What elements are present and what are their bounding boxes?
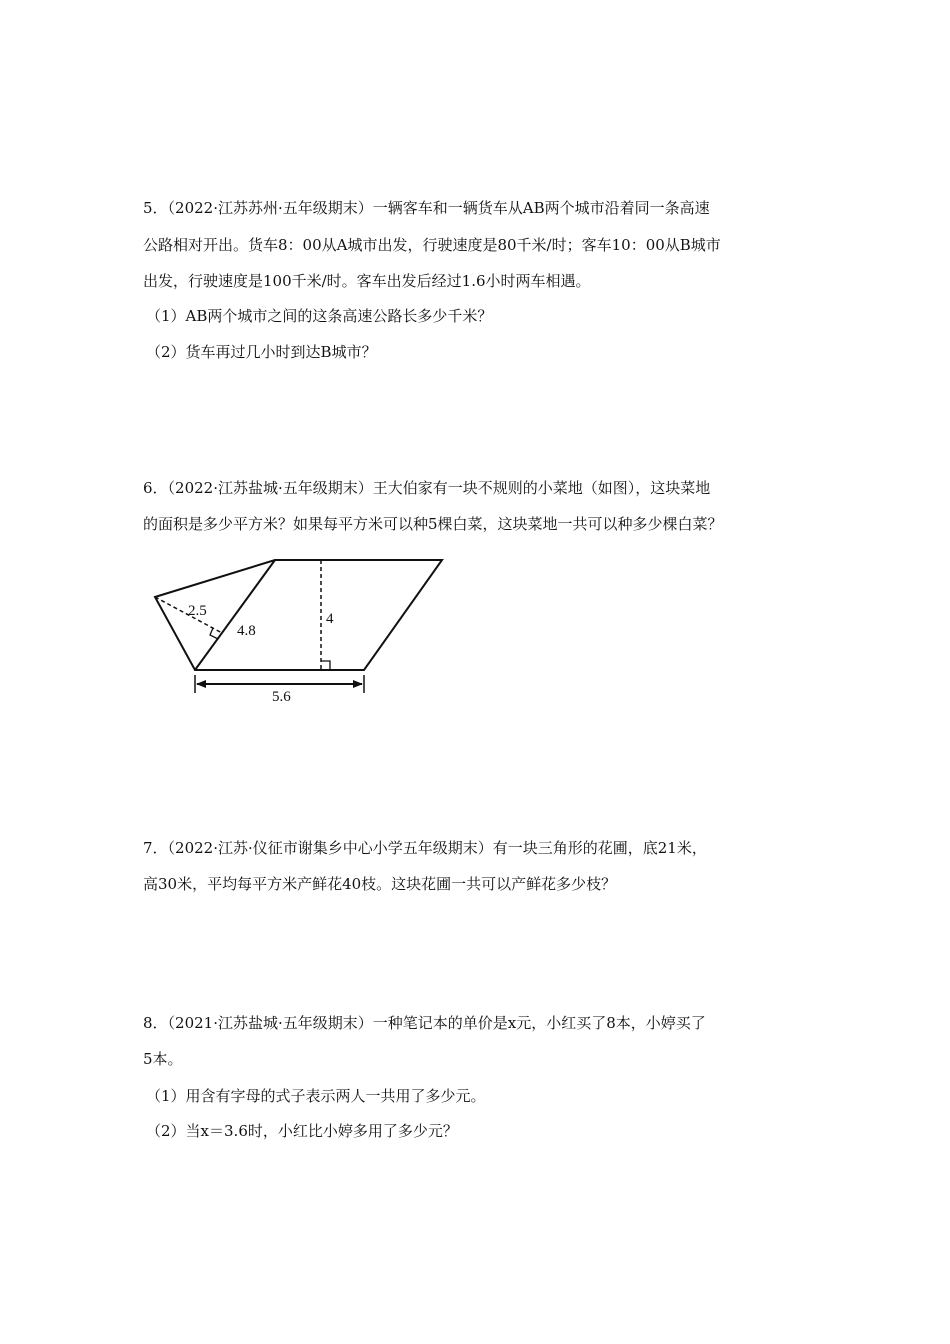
problem-8-question-1: （1）用含有字母的式子表示两人一共用了多少元。 — [146, 1087, 486, 1105]
problem-5-line-3: 出发，行驶速度是100千米/时。客车出发后经过1.6小时两车相遇。 — [143, 272, 591, 290]
vegetable-plot-figure — [140, 555, 460, 715]
base-arrow-right — [353, 680, 363, 688]
problem-7-line-1: 7．（2022·江苏·仪征市谢集乡中心小学五年级期末）有一块三角形的花圃，底21米， — [143, 839, 707, 857]
problem-8-line-1: 8．（2021·江苏盐城·五年级期末）一种笔记本的单价是x元，小红买了8本，小婷买了 — [143, 1014, 706, 1032]
triangle-base-edge — [195, 560, 275, 670]
parallelogram-right-angle-mark — [321, 661, 330, 670]
label-parallelogram-height: 4 — [326, 611, 334, 627]
problem-6-line-1: 6．（2022·江苏盐城·五年级期末）王大伯家有一块不规则的小菜地（如图），这块菜地 — [143, 479, 711, 497]
problem-5-question-1: （1）AB两个城市之间的这条高速公路长多少千米？ — [146, 307, 493, 325]
problem-5-line-2: 公路相对开出。货车8：00从A城市出发，行驶速度是80千米/时；客车10：00从B城市 — [143, 236, 721, 254]
label-triangle-base: 4.8 — [237, 623, 256, 639]
problem-6-line-2: 的面积是多少平方米？如果每平方米可以种5棵白菜，这块菜地一共可以种多少棵白菜？ — [143, 515, 723, 533]
triangle-right-angle-mark — [210, 628, 218, 639]
problem-8-line-2: 5本。 — [143, 1050, 183, 1068]
label-parallelogram-base: 5.6 — [272, 689, 291, 705]
label-triangle-height: 2.5 — [188, 603, 207, 619]
base-arrow-left — [196, 680, 206, 688]
problem-5-line-1: 5．（2022·江苏苏州·五年级期末）一辆客车和一辆货车从AB两个城市沿着同一条高速 — [143, 199, 710, 217]
problem-7-line-2: 高30米，平均每平方米产鲜花40枝。这块花圃一共可以产鲜花多少枝？ — [143, 875, 617, 893]
problem-5-question-2: （2）货车再过几小时到达B城市？ — [146, 343, 377, 361]
problem-8-question-2: （2）当x＝3.6时，小红比小婷多用了多少元？ — [146, 1122, 458, 1140]
